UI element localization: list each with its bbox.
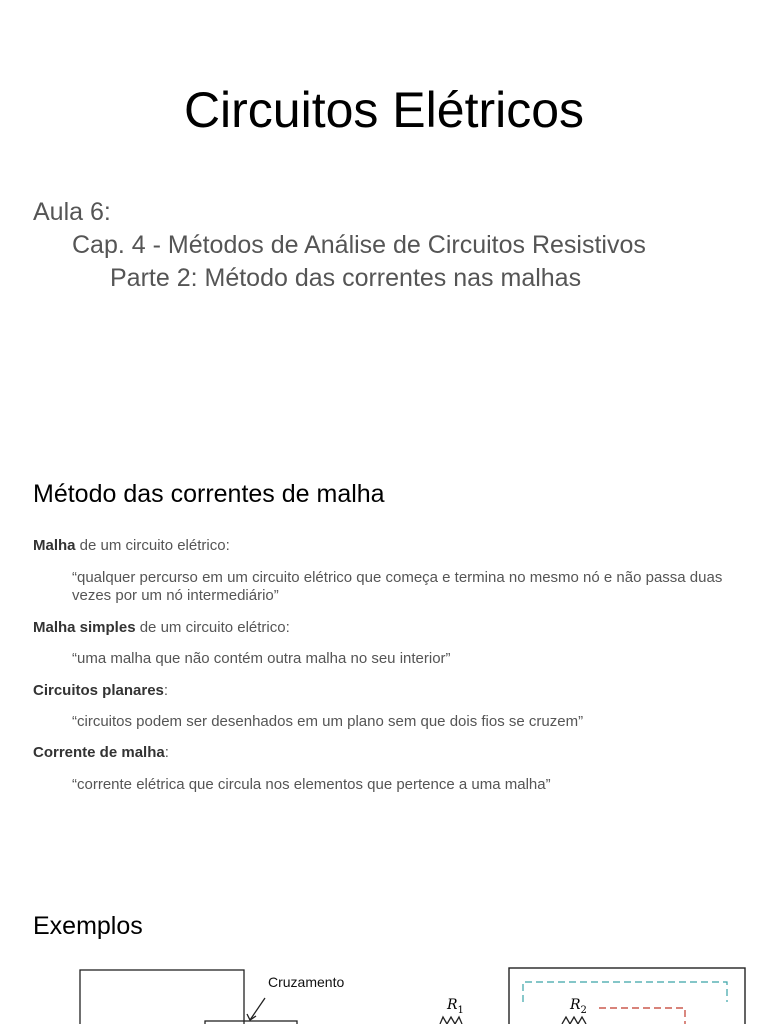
section-title: Exemplos — [33, 912, 143, 940]
lecture-number: Aula 6: — [33, 198, 111, 226]
part-heading: Parte 2: Método das correntes nas malhas — [110, 264, 582, 292]
resistor-r1 — [440, 1017, 462, 1024]
definition-term — [33, 619, 290, 637]
resistor-r2 — [562, 1017, 586, 1024]
definition-term — [33, 744, 169, 762]
definition-quote: “corrente elétrica que circula nos elementos que pertence a uma malha” — [72, 776, 551, 793]
page-title: Circuitos Elétricos — [183, 82, 585, 138]
section-title: Método das correntes de malha — [33, 480, 385, 508]
crossing-circuit — [80, 970, 297, 1024]
chapter-heading: Cap. 4 - Métodos de Análise de Circuitos Resistivos — [72, 231, 646, 259]
term-bold: Corrente de malha — [33, 744, 165, 761]
mesh-loop-inner-dashed — [599, 1008, 685, 1024]
r1-index: 1 — [457, 1004, 464, 1016]
resistor-r2-label — [570, 997, 587, 1016]
planar-circuit — [509, 968, 745, 1024]
crossing-pointer — [250, 998, 265, 1020]
circuit-figure — [0, 950, 768, 1024]
term-rest: : — [163, 682, 169, 699]
definition-term — [33, 537, 230, 555]
r2-index: 2 — [580, 1004, 587, 1016]
crossing-label: Cruzamento — [268, 974, 345, 990]
definition-quote: “qualquer percurso em um circuito elétrico que começa e termina no mesmo nó e não passa duas vezes por um nó intermediário” — [72, 569, 723, 604]
outer-wire — [80, 970, 244, 1024]
r2-symbol: R — [570, 997, 581, 1013]
resistor-r1-label — [447, 997, 464, 1016]
mesh-loop-dashed — [523, 982, 727, 1002]
term-rest: de um circuito elétrico: — [75, 537, 230, 554]
term-bold: Circuitos planares — [33, 682, 164, 699]
r1-symbol: R — [447, 997, 458, 1013]
circuit-frame — [509, 968, 745, 1024]
term-rest: de um circuito elétrico: — [135, 619, 290, 636]
definition-quote: “circuitos podem ser desenhados em um plano sem que dois fios se cruzem” — [72, 713, 584, 730]
term-rest: : — [164, 744, 169, 761]
definition-term — [33, 682, 168, 700]
definition-quote: “uma malha que não contém outra malha no seu interior” — [72, 650, 451, 667]
term-bold: Malha — [33, 537, 76, 554]
term-bold: Malha simples — [33, 619, 136, 636]
